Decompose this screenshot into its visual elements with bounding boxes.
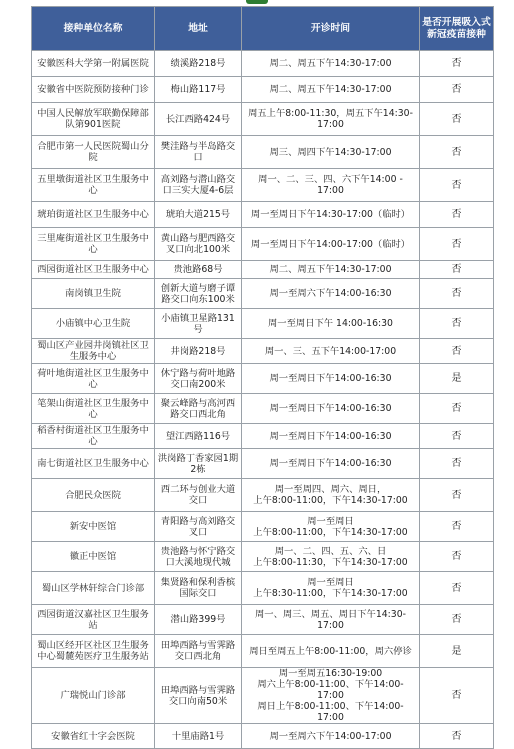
address-cell: 十里庙路1号 [155, 724, 242, 749]
address-cell: 潜山路399号 [155, 605, 242, 635]
site-name-cell: 三里庵街道社区卫生服务中心 [32, 228, 155, 261]
table-row [32, 668, 494, 724]
address-cell: 创新大道与磨子谭路交口向东100米 [155, 279, 242, 309]
hours-line: 周一至周日 [307, 577, 354, 588]
hours-line: 周一至周日 [307, 515, 354, 527]
site-name-cell: 蜀山区产业园井岗镇社区卫生服务中心 [32, 339, 155, 364]
hours-cell [242, 512, 420, 542]
hours-cell [242, 542, 420, 572]
site-name-cell: 新安中医馆 [32, 512, 155, 542]
table-row [32, 635, 494, 668]
hours-line: 周一至周四、周六、周日， [274, 484, 387, 495]
hours-cell: 周二、周五下午14:30-17:00 [242, 51, 420, 77]
site-name-cell: 安徽医科大学第一附属医院 [32, 51, 155, 77]
address-cell: 休宁路与荷叶地路交口南200米 [155, 364, 242, 394]
hours-line: 周日上午8:00-11:00、下午14:00-17:00 [257, 701, 404, 723]
site-name-cell: 琥珀街道社区卫生服务中心 [32, 202, 155, 228]
hours-line: 上午8:00-11:00，下午14:30-17:00 [253, 495, 408, 506]
table-row [32, 103, 494, 136]
site-name-cell: 荷叶地街道社区卫生服务中心 [32, 364, 155, 394]
address-cell: 贵池路与怀宁路交口大溪地现代城 [155, 542, 242, 572]
hours-cell [242, 572, 420, 605]
hours-cell [242, 479, 420, 512]
hours-cell: 周二、周五下午14:30-17:00 [242, 77, 420, 103]
site-name-cell: 中国人民解放军联勤保障部队第901医院 [32, 103, 155, 136]
table-body [32, 51, 494, 749]
address-cell: 聚云峰路与高河西路交口西北角 [155, 394, 242, 424]
table-row [32, 394, 494, 424]
hours-line: 上午8:30-11:00，下午14:30-17:00 [253, 588, 408, 599]
vaccination-sites-table [31, 6, 494, 749]
site-name-cell: 合肥市第一人民医院蜀山分院 [32, 136, 155, 169]
table-row [32, 279, 494, 309]
address-cell: 井岗路218号 [155, 339, 242, 364]
table-row [32, 169, 494, 202]
table-row [32, 605, 494, 635]
hours-cell: 周一至周日下午14:00-17:00（临时） [242, 228, 420, 261]
header-address: 地址 [155, 7, 242, 51]
inhaled-vaccine-flag-cell: 否 [420, 228, 494, 261]
inhaled-vaccine-flag-cell: 否 [420, 136, 494, 169]
inhaled-vaccine-flag-cell: 否 [420, 77, 494, 103]
inhaled-vaccine-flag-cell: 否 [420, 339, 494, 364]
hours-cell: 周一至周六下午14:00-17:00 [242, 724, 420, 749]
inhaled-vaccine-flag-cell: 否 [420, 572, 494, 605]
hours-cell: 周一至周六下午14:00-16:30 [242, 279, 420, 309]
site-name-cell: 稻香村街道社区卫生服务中心 [32, 424, 155, 449]
address-cell: 青阳路与高刘路交叉口 [155, 512, 242, 542]
site-name-cell: 西园街道汉嘉社区卫生服务站 [32, 605, 155, 635]
hours-cell: 周一至周日下午14:00-16:30 [242, 394, 420, 424]
site-name-cell: 安徽省红十字会医院 [32, 724, 155, 749]
address-cell: 集贤路和保利香槟国际交口 [155, 572, 242, 605]
site-name-cell: 南岗镇卫生院 [32, 279, 155, 309]
inhaled-vaccine-flag-cell: 否 [420, 605, 494, 635]
inhaled-vaccine-flag-cell: 否 [420, 169, 494, 202]
inhaled-vaccine-flag-cell: 否 [420, 394, 494, 424]
site-name-cell: 南七街道社区卫生服务中心 [32, 449, 155, 479]
hours-cell: 周二、周五下午14:30-17:00 [242, 261, 420, 279]
inhaled-vaccine-flag-cell: 否 [420, 449, 494, 479]
site-name-cell: 蜀山区学林轩综合门诊部 [32, 572, 155, 605]
table-row [32, 424, 494, 449]
hours-cell: 周一至周日下午14:00-16:30 [242, 449, 420, 479]
hours-cell: 周一至周日下午14:00-16:30 [242, 364, 420, 394]
site-name-cell: 五里墩街道社区卫生服务中心 [32, 169, 155, 202]
hours-cell: 周日至周五上午8:00-11:00，周六停诊 [242, 635, 420, 668]
table-row [32, 77, 494, 103]
table-row [32, 136, 494, 169]
table-row [32, 339, 494, 364]
hours-line: 周一、二、四、五、六、日 [274, 545, 387, 557]
inhaled-vaccine-flag-cell: 否 [420, 51, 494, 77]
inhaled-vaccine-flag-cell: 是 [420, 364, 494, 394]
table-row [32, 202, 494, 228]
address-cell: 长江西路424号 [155, 103, 242, 136]
site-name-cell: 蜀山区经开区社区卫生服务中心蜀麓苑医疗卫生服务站 [32, 635, 155, 668]
table-row [32, 479, 494, 512]
table-row [32, 572, 494, 605]
inhaled-vaccine-flag-cell: 否 [420, 103, 494, 136]
inhaled-vaccine-flag-cell: 否 [420, 309, 494, 339]
inhaled-vaccine-flag-cell: 否 [420, 202, 494, 228]
hours-cell: 周一至周日下午14:00-16:30 [242, 424, 420, 449]
inhaled-vaccine-flag-cell: 否 [420, 724, 494, 749]
hours-cell: 周三、周四下午14:30-17:00 [242, 136, 420, 169]
header-accent-mark [246, 0, 268, 4]
inhaled-vaccine-flag-cell: 否 [420, 279, 494, 309]
address-cell: 小庙镇卫星路131号 [155, 309, 242, 339]
table-row [32, 449, 494, 479]
site-name-cell: 徽正中医馆 [32, 542, 155, 572]
table-row [32, 228, 494, 261]
hours-cell [242, 668, 420, 724]
inhaled-vaccine-flag-cell: 是 [420, 635, 494, 668]
address-cell: 田埠西路与雪霁路交口向南50米 [155, 668, 242, 724]
inhaled-vaccine-flag-cell: 否 [420, 542, 494, 572]
table-row [32, 51, 494, 77]
hours-line: 周六上午8:00-11:00、下午14:00-17:00 [257, 679, 404, 701]
header-hours: 开诊时间 [242, 7, 420, 51]
address-cell: 田埠西路与雪霁路交口西北角 [155, 635, 242, 668]
header-inhaled-vaccine: 是否开展吸入式新冠疫苗接种 [420, 7, 494, 51]
hours-cell: 周一、周三、周五、周日下午14:30-17:00 [242, 605, 420, 635]
table-row [32, 261, 494, 279]
address-cell: 望江西路116号 [155, 424, 242, 449]
inhaled-vaccine-flag-cell: 否 [420, 512, 494, 542]
site-name-cell: 合肥民众医院 [32, 479, 155, 512]
address-cell: 绩溪路218号 [155, 51, 242, 77]
address-cell: 梅山路117号 [155, 77, 242, 103]
inhaled-vaccine-flag-cell: 否 [420, 668, 494, 724]
site-name-cell: 小庙镇中心卫生院 [32, 309, 155, 339]
site-name-cell: 广瑞悦山门诊部 [32, 668, 155, 724]
hours-line: 上午8:00-11:00，下午14:30-17:00 [253, 526, 408, 538]
hours-line: 上午8:00-11:30，下午14:30-17:00 [253, 556, 408, 568]
header-site-name: 接种单位名称 [32, 7, 155, 51]
inhaled-vaccine-flag-cell: 否 [420, 261, 494, 279]
address-cell: 洪岗路丁香家园1期2栋 [155, 449, 242, 479]
table-row [32, 542, 494, 572]
table-row [32, 724, 494, 749]
inhaled-vaccine-flag-cell: 否 [420, 424, 494, 449]
table-row [32, 309, 494, 339]
site-name-cell: 安徽省中医院预防接种门诊 [32, 77, 155, 103]
hours-cell: 周一至周日下午 14:00-16:30 [242, 309, 420, 339]
hours-cell: 周五上午8:00-11:30，周五下午14:30-17:00 [242, 103, 420, 136]
table-header-row [32, 7, 494, 51]
address-cell: 樊洼路与半岛路交口 [155, 136, 242, 169]
address-cell: 黄山路与肥西路交叉口向北100米 [155, 228, 242, 261]
inhaled-vaccine-flag-cell: 否 [420, 479, 494, 512]
address-cell: 贵池路68号 [155, 261, 242, 279]
hours-cell: 周一、二、三、四、六下午14:00 - 17:00 [242, 169, 420, 202]
table-row [32, 364, 494, 394]
table-row [32, 512, 494, 542]
hours-cell: 周一至周日下午14:30-17:00（临时） [242, 202, 420, 228]
hours-line: 周一至周五16:30-19:00 [278, 668, 383, 679]
address-cell: 西二环与创业大道交口 [155, 479, 242, 512]
address-cell: 琥珀大道215号 [155, 202, 242, 228]
hours-cell: 周一、三、五下午14:00-17:00 [242, 339, 420, 364]
address-cell: 高刘路与潜山路交口三实大厦4-6层 [155, 169, 242, 202]
site-name-cell: 西园街道社区卫生服务中心 [32, 261, 155, 279]
site-name-cell: 笔架山街道社区卫生服务中心 [32, 394, 155, 424]
